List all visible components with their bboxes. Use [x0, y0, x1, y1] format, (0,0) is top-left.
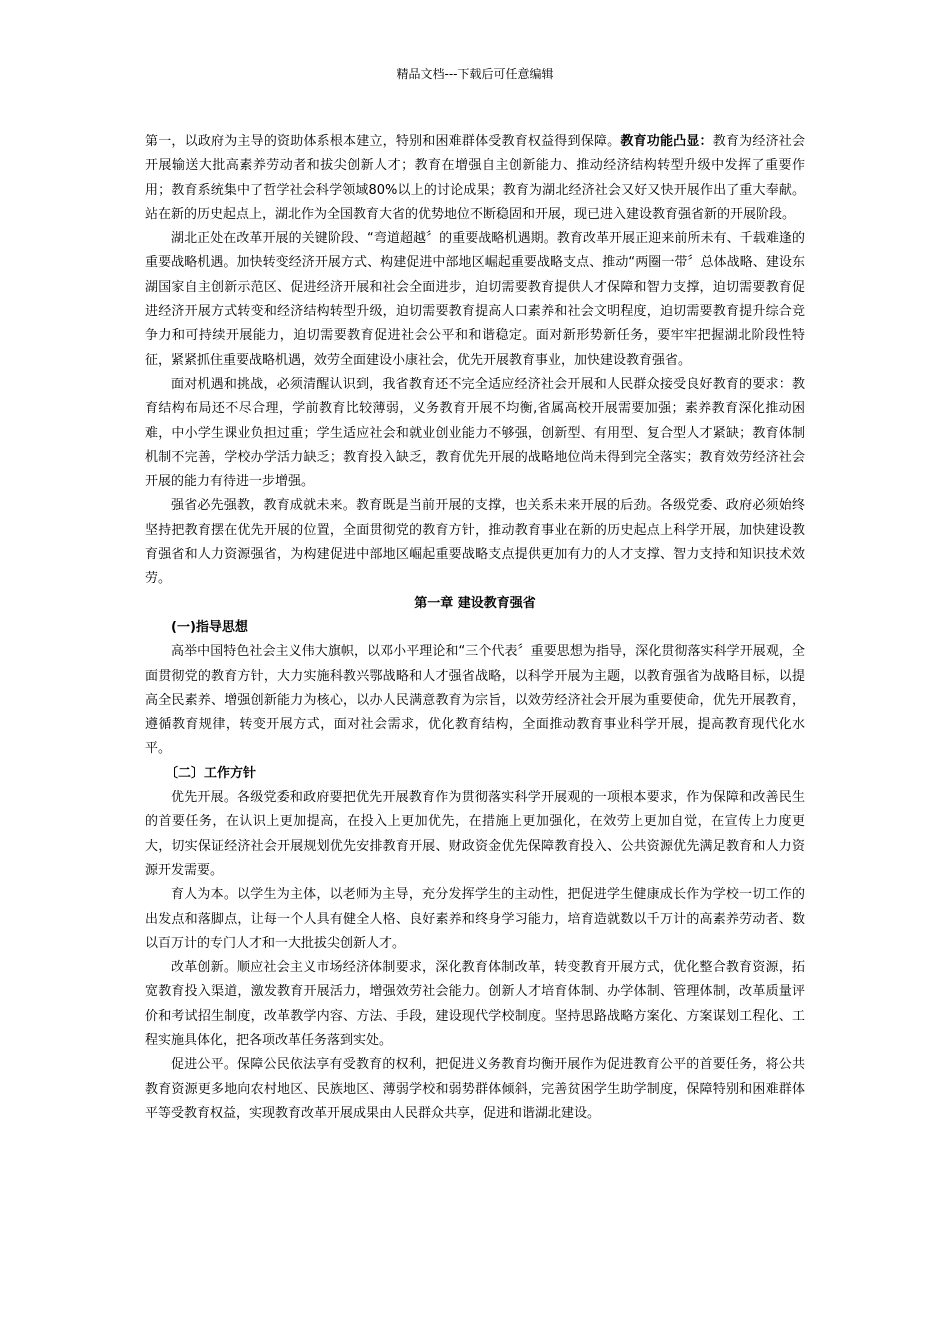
paragraph-0	[145, 130, 805, 227]
paragraph-0-text-b: 教育为经济社会开展输送大批高素养劳动者和拔尖创新人才；教育在增强自主创新能力、推动经济结构转型升级中发挥了重要作用；教育系统集中了哲学社会科学领域80%以上的讨论成果；教育为湖北经济社会又好又快开展作出了重大奉献。站在新的历史起点上，湖北作为全国教育大省的优势地位不断稳固和开展，现已进入建设教育强省新的开展阶段。	[145, 134, 805, 222]
page-header: 精品文档---下载后可任意编辑	[396, 67, 554, 81]
paragraph-7: 改革创新。顺应社会主义市场经济体制要求，深化教育体制改革，转变教育开展方式，优化整合教育资源，拓宽教育投入渠道，激发教育开展活力，增强效劳社会能力。创新人才培育体制、办学体制、管理体制，改革质量评价和考试招生制度，改革教学内容、方法、手段，建设现代学校制度。坚持思路战略方案化、方案谋划工程化、工程实施具体化，把各项改革任务落到实处。	[145, 960, 805, 1048]
paragraph-5: 优先开展。各级党委和政府要把优先开展教育作为贯彻落实科学开展观的一项根本要求，作为保障和改善民生的首要任务，在认识上更加提高，在投入上更加优先，在措施上更加强化，在效劳上更加自觉，在宣传上力度更大，切实保证经济社会开展规划优先安排教育开展、财政资金优先保障教育投入、公共资源优先满足教育和人力资源开发需要。	[145, 790, 805, 878]
paragraph-2: 面对机遇和挑战，必须清醒认识到，我省教育还不完全适应经济社会开展和人民群众接受良好教育的要求：教育结构布局还不尽合理，学前教育比较薄弱，义务教育开展不均衡,省属高校开展需要加强；素养教育深化推动困难，中小学生课业负担过重；学生适应社会和就业创业能力不够强，创新型、有用型、复合型人才紧缺；教育体制机制不完善，学校办学活力缺乏；教育投入缺乏，教育优先开展的战略地位尚未得到完全落实；教育效劳经济社会开展的能力有待进一步增强。	[145, 376, 805, 490]
paragraph-0-text-a: 第一，以政府为主导的资助体系根本建立，特别和困难群体受教育权益得到保障。	[145, 134, 621, 149]
paragraph-6: 育人为本。以学生为主体，以老师为主导，充分发挥学生的主动性，把促进学生健康成长作为学校一切工作的出发点和落脚点，让每一个人具有健全人格、良好素养和终身学习能力，培育造就数以千万计的高素养劳动者、数以百万计的专门人才和一大批拔尖创新人才。	[145, 887, 805, 951]
document-body	[145, 130, 805, 1126]
section-heading-2: 〔二〕工作方针	[165, 765, 257, 781]
paragraph-1: 湖北正处在改革开展的关键阶段、“弯道超越〞的重要战略机遇期。教育改革开展正迎来前所未有、千载难逢的重要战略机遇。加快转变经济开展方式、构建促进中部地区崛起重要战略支点、推动“两圈一带〞总体战略、建设东湖国家自主创新示范区、促进经济开展和社会全面进步，迫切需要教育提供人才保障和智力支撑，迫切需要教育促进经济开展方式转变和经济结构转型升级，迫切需要教育提高人口素养和社会文明程度，迫切需要教育提升综合竞争力和可持续开展能力，迫切需要教育促进社会公平和和谐稳定。面对新形势新任务，要牢牢把握湖北阶段性特征，紧紧抓住重要战略机遇，效劳全面建设小康社会，优先开展教育事业，加快建设教育强省。	[145, 231, 805, 368]
paragraph-4: 高举中国特色社会主义伟大旗帜，以邓小平理论和“三个代表〞重要思想为指导，深化贯彻落实科学开展观，全面贯彻党的教育方针，大力实施科教兴鄂战略和人才强省战略，以科学开展为主题，以教育强省为战略目标，以提高全民素养、增强创新能力为核心，以办人民满意教育为宗旨，以效劳经济社会开展为重要使命，优先开展教育，遵循教育规律，转变开展方式，面对社会需求，优化教育结构，全面推动教育事业科学开展，提高教育现代化水平。	[145, 644, 805, 757]
chapter-heading: 第一章 建设教育强省	[414, 595, 536, 611]
section-heading-1: (一)指导思想	[171, 619, 248, 635]
paragraph-0-bold: 教育功能凸显：	[620, 134, 713, 149]
paragraph-3: 强省必先强教，教育成就未来。教育既是当前开展的支撑，也关系未来开展的后劲。各级党委、政府必须始终坚持把教育摆在优先开展的位置，全面贯彻党的教育方针，推动教育事业在新的历史起点上科学开展，加快建设教育强省和人力资源强省，为构建促进中部地区崛起重要战略支点提供更加有力的人才支撑、智力支持和知识技术效劳。	[145, 498, 805, 587]
paragraph-8: 促进公平。保障公民依法享有受教育的权利，把促进义务教育均衡开展作为促进教育公平的首要任务，将公共教育资源更多地向农村地区、民族地区、薄弱学校和弱势群体倾斜，完善贫困学生助学制度，保障特别和困难群体平等受教育权益，实现教育改革开展成果由人民群众共享，促进和谐湖北建设。	[145, 1057, 805, 1121]
